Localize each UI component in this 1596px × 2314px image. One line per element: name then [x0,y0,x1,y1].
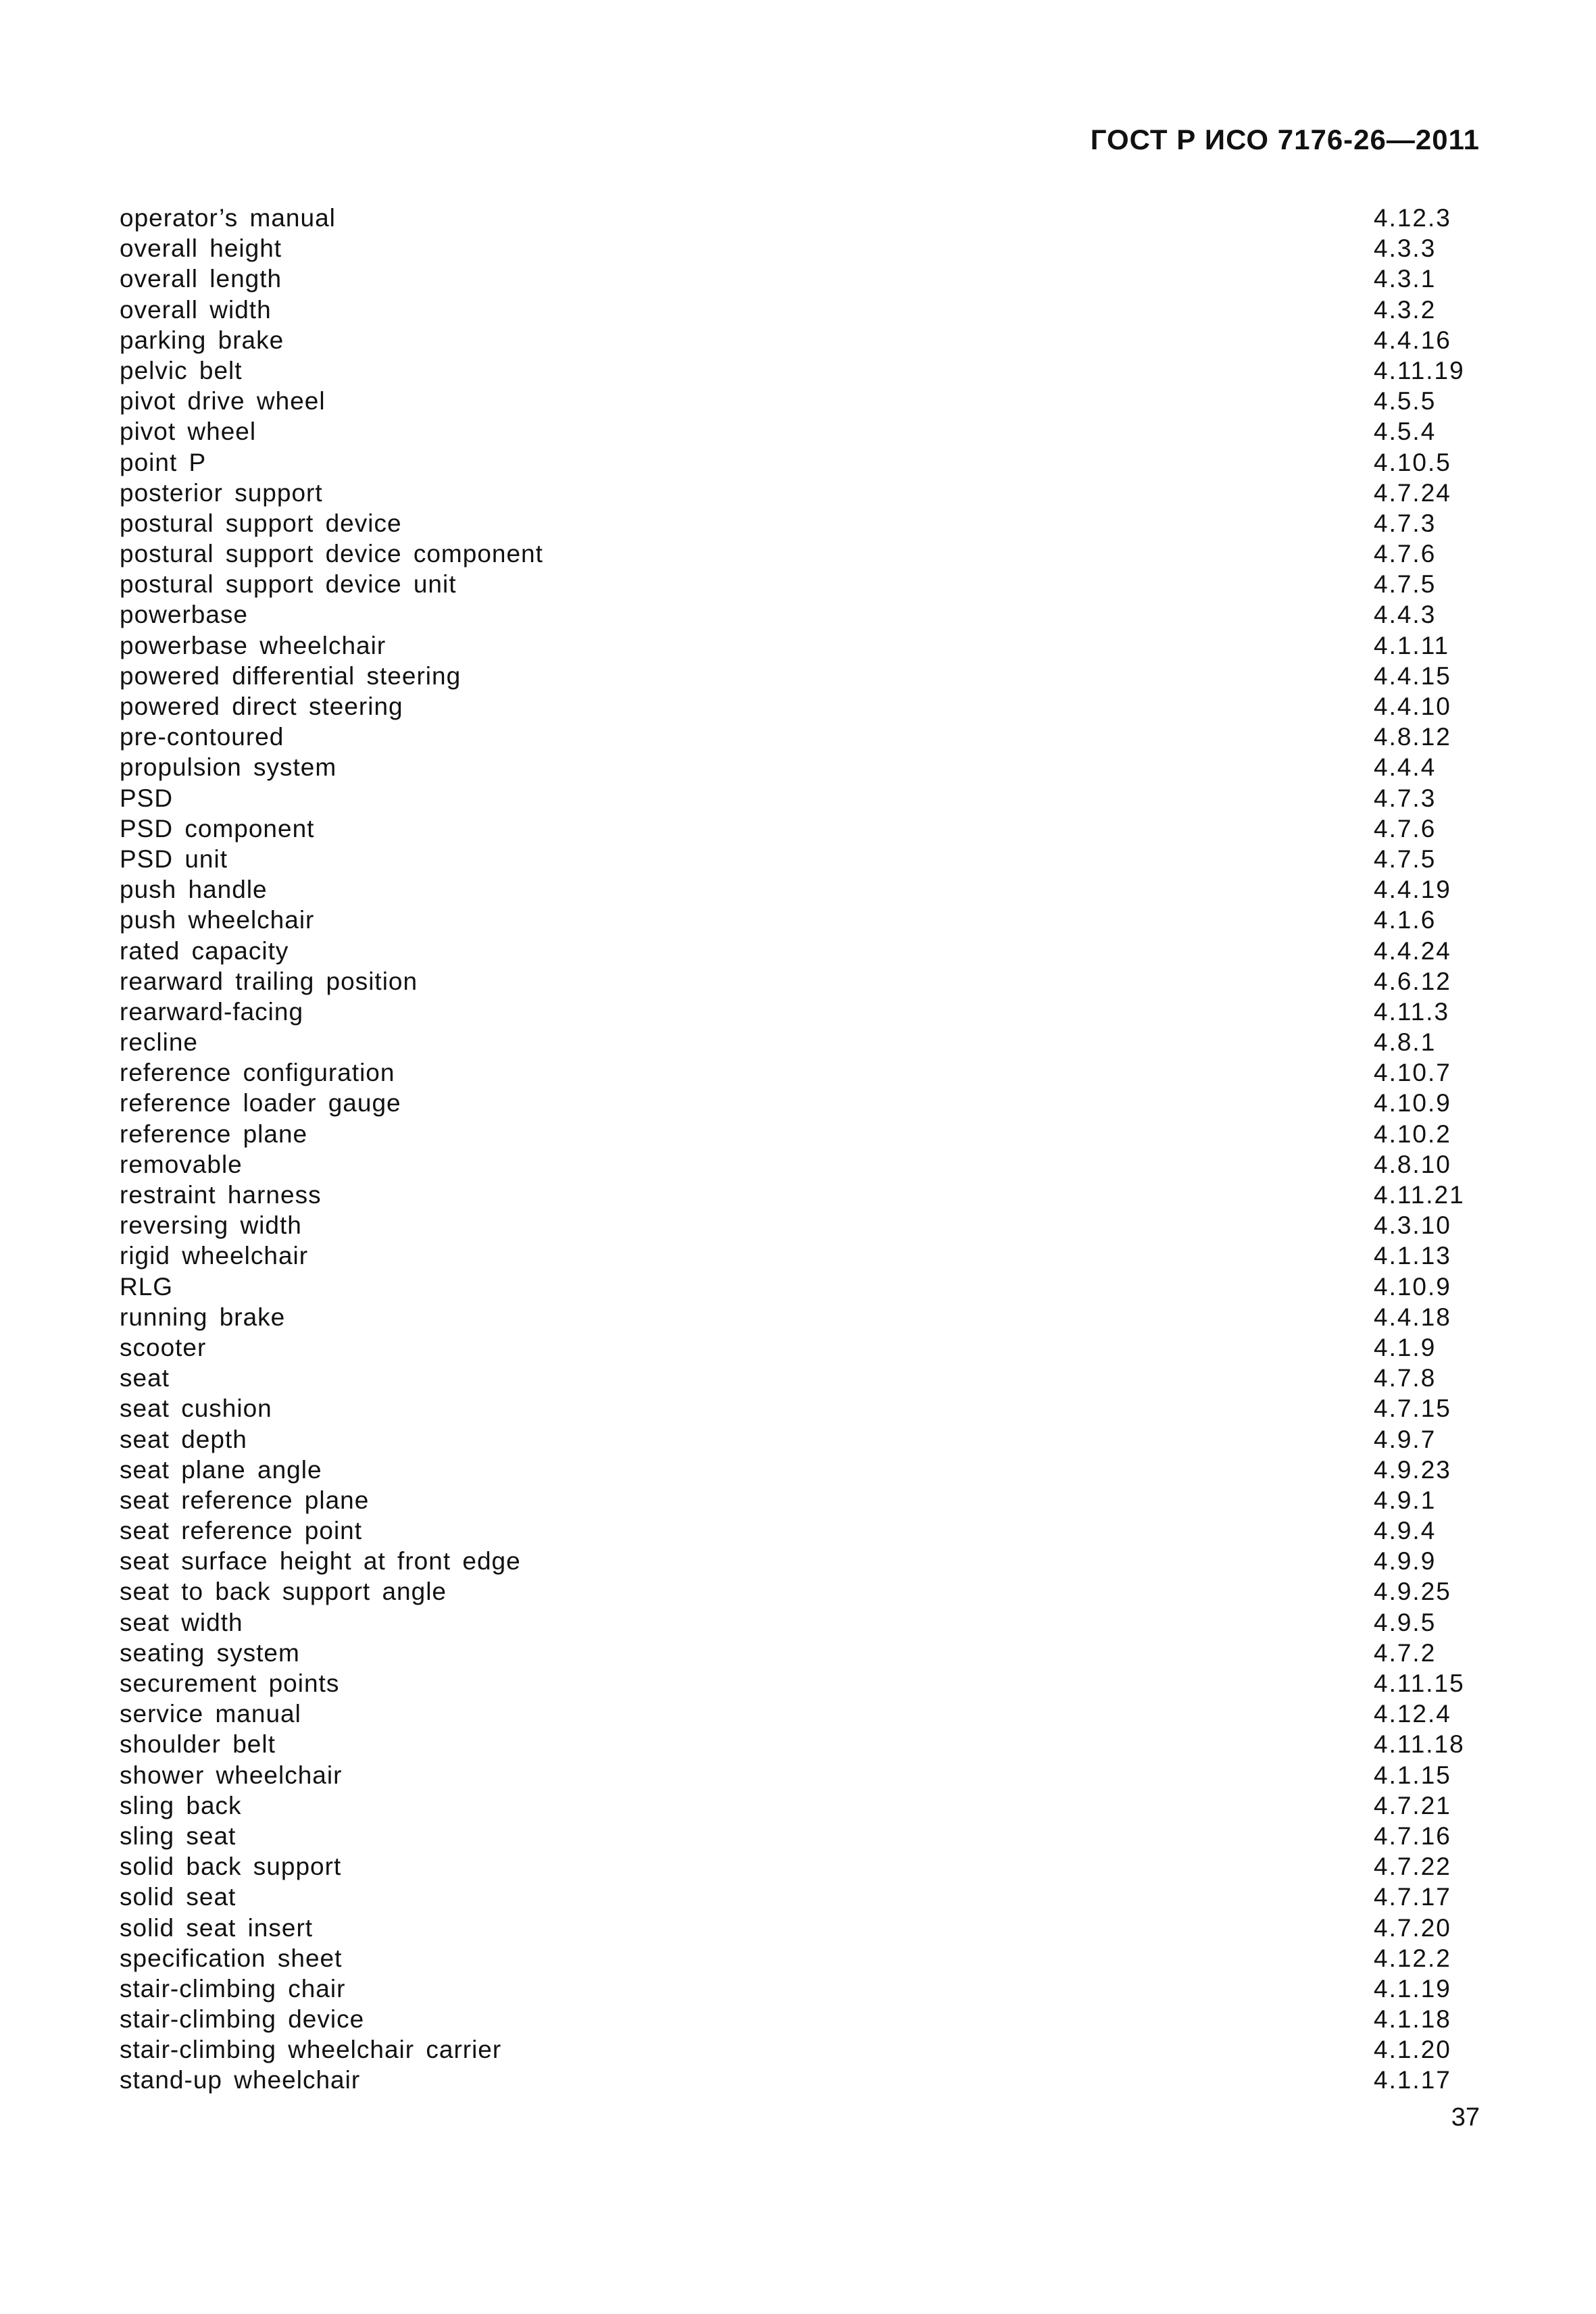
index-entry [120,478,1471,508]
index-term: rearward-facing [120,997,304,1026]
index-term: shoulder belt [120,1730,276,1759]
index-entry [120,1240,1471,1271]
page-number: 37 [1451,2103,1480,2132]
index-section-ref: 4.4.24 [1374,936,1451,965]
index-term: recline [120,1028,198,1057]
index-entry [120,1149,1471,1180]
index-term: stair-climbing device [120,2005,365,2034]
index-section-ref: 4.8.1 [1374,1028,1437,1057]
index-entry [120,1699,1471,1729]
index-term: running brake [120,1303,286,1331]
index-term: overall width [120,295,272,324]
index-term: seat depth [120,1425,247,1453]
index-entry [120,997,1471,1027]
index-term: PSD component [120,814,315,842]
index-term: postural support device unit [120,570,457,599]
index-entry [120,1729,1471,1759]
index-section-ref: 4.7.21 [1374,1791,1451,1819]
index-section-ref: 4.10.9 [1374,1089,1451,1117]
index-term: seat reference point [120,1517,363,1545]
index-section-ref: 4.1.19 [1374,1974,1451,2003]
index-entry [120,1760,1471,1790]
index-entry [120,1210,1471,1240]
index-term: pivot wheel [120,418,257,446]
index-term: rearward trailing position [120,967,418,995]
index-section-ref: 4.3.10 [1374,1211,1451,1240]
index-section-ref: 4.4.3 [1374,601,1437,629]
index-term: postural support device [120,509,402,537]
index-entry [120,1882,1471,1912]
index-entry [120,1393,1471,1424]
index-entry [120,905,1471,935]
index-section-ref: 4.1.18 [1374,2005,1451,2034]
index-section-ref: 4.4.18 [1374,1303,1451,1331]
index-term: service manual [120,1700,301,1728]
index-entry [120,722,1471,752]
index-entry [120,966,1471,997]
index-entry [120,1913,1471,1943]
index-entry [120,416,1471,447]
index-entry [120,1272,1471,1302]
index-term: scooter [120,1333,207,1361]
index-section-ref: 4.10.9 [1374,1272,1451,1301]
index-section-ref: 4.12.3 [1374,204,1451,232]
index-section-ref: 4.1.9 [1374,1333,1437,1361]
index-term: seat cushion [120,1394,272,1423]
index-entry [120,1943,1471,1973]
index-term: seat reference plane [120,1486,370,1514]
index-term: specification sheet [120,1944,343,1972]
index-entry [120,1088,1471,1118]
index-term: pelvic belt [120,356,243,384]
index-entry [120,538,1471,569]
index-term: point P [120,448,207,476]
index-section-ref: 4.11.19 [1374,356,1465,384]
index-term: overall height [120,234,282,263]
index-entry [120,447,1471,478]
index-term: sling back [120,1791,242,1819]
index-term: operator’s manual [120,204,336,232]
index-term: posterior support [120,478,323,507]
index-entry [120,1668,1471,1699]
index-term: RLG [120,1272,174,1301]
index-section-ref: 4.7.16 [1374,1821,1451,1850]
index-entry [120,1576,1471,1607]
index-entry [120,325,1471,355]
index-section-ref: 4.7.22 [1374,1853,1451,1881]
index-section-ref: 4.9.25 [1374,1578,1451,1606]
index-section-ref: 4.7.3 [1374,784,1437,812]
index-entry [120,661,1471,691]
index-section-ref: 4.4.15 [1374,661,1451,690]
index-section-ref: 4.6.12 [1374,967,1451,995]
index-term: pre-contoured [120,723,284,751]
index-entry [120,752,1471,782]
index-term: stand-up wheelchair [120,2066,361,2094]
index-entry [120,783,1471,813]
index-section-ref: 4.9.23 [1374,1455,1451,1484]
index-section-ref: 4.1.11 [1374,631,1450,659]
index-term: PSD unit [120,845,228,873]
index-term: powered differential steering [120,661,462,690]
index-entry [120,936,1471,966]
index-term: pivot drive wheel [120,387,326,416]
index-section-ref: 4.9.7 [1374,1425,1437,1453]
index-section-ref: 4.7.2 [1374,1638,1437,1667]
index-entry [120,1790,1471,1821]
index-entry [120,1485,1471,1515]
index-section-ref: 4.7.6 [1374,540,1437,568]
index-entry [120,203,1471,233]
index-section-ref: 4.3.3 [1374,234,1437,263]
index-term: seat width [120,1608,243,1636]
index-section-ref: 4.1.13 [1374,1242,1451,1270]
index-section-ref: 4.7.3 [1374,509,1437,537]
index-entry [120,263,1471,294]
index-entry [120,813,1471,844]
index-entry [120,1455,1471,1485]
index-section-ref: 4.7.24 [1374,478,1451,507]
index-entry [120,1638,1471,1668]
index-entry [120,691,1471,722]
index-entry [120,1363,1471,1393]
index-section-ref: 4.1.17 [1374,2066,1451,2094]
index-term: seat to back support angle [120,1578,447,1606]
index-entry [120,1057,1471,1088]
index-section-ref: 4.3.2 [1374,295,1437,324]
index-entry [120,233,1471,263]
index-entry [120,295,1471,325]
index-section-ref: 4.9.9 [1374,1547,1437,1576]
index-entry [120,844,1471,874]
index-term: removable [120,1150,243,1178]
index-entry [120,1119,1471,1149]
alphabetical-index [120,203,1471,2096]
index-entry [120,1973,1471,2004]
index-term: rigid wheelchair [120,1242,309,1270]
index-term: propulsion system [120,753,337,782]
index-section-ref: 4.4.10 [1374,693,1451,720]
index-term: stair-climbing wheelchair carrier [120,2036,502,2064]
index-section-ref: 4.1.6 [1374,906,1437,934]
index-entry [120,2065,1471,2095]
index-section-ref: 4.11.15 [1374,1669,1465,1697]
index-term: securement points [120,1669,340,1697]
index-term: shower wheelchair [120,1761,343,1789]
index-term: seat plane angle [120,1455,322,1484]
index-entry [120,874,1471,905]
index-section-ref: 4.10.2 [1374,1120,1451,1148]
index-entry [120,2004,1471,2034]
index-section-ref: 4.7.17 [1374,1883,1451,1911]
index-section-ref: 4.11.3 [1374,997,1450,1026]
index-entry [120,1607,1471,1638]
index-term: solid seat insert [120,1913,314,1942]
index-section-ref: 4.7.6 [1374,814,1437,842]
index-term: seat surface height at front edge [120,1547,521,1576]
index-section-ref: 4.1.20 [1374,2036,1451,2064]
index-entry [120,1180,1471,1210]
page-header: ГОСТ Р ИСО 7176-26—2011 [1090,124,1480,155]
index-term: restraint harness [120,1181,322,1209]
index-term: stair-climbing chair [120,1974,346,2003]
index-section-ref: 4.11.18 [1374,1730,1465,1759]
index-section-ref: 4.1.15 [1374,1761,1451,1789]
index-term: push wheelchair [120,906,315,934]
index-section-ref: 4.11.21 [1374,1181,1465,1209]
index-entry [120,1821,1471,1851]
index-section-ref: 4.4.16 [1374,326,1451,354]
index-section-ref: 4.12.2 [1374,1944,1451,1972]
index-entry [120,569,1471,599]
index-section-ref: 4.12.4 [1374,1700,1451,1728]
index-term: powerbase wheelchair [120,631,386,659]
index-term: PSD [120,784,174,812]
index-term: seat [120,1364,170,1392]
index-section-ref: 4.7.5 [1374,570,1437,599]
index-term: solid seat [120,1883,236,1911]
index-term: reference plane [120,1120,308,1148]
index-term: rated capacity [120,936,289,965]
index-section-ref: 4.8.12 [1374,723,1451,751]
index-term: powerbase [120,601,249,629]
index-section-ref: 4.4.4 [1374,753,1437,782]
index-term: sling seat [120,1821,236,1850]
index-entry [120,355,1471,386]
index-section-ref: 4.9.4 [1374,1517,1437,1545]
index-section-ref: 4.9.1 [1374,1486,1437,1514]
index-entry [120,1332,1471,1363]
index-section-ref: 4.3.1 [1374,265,1437,293]
index-entry [120,1851,1471,1882]
index-term: overall length [120,265,282,293]
index-term: push handle [120,876,268,904]
index-section-ref: 4.10.7 [1374,1059,1451,1087]
index-entry [120,1546,1471,1576]
index-entry [120,1027,1471,1057]
index-section-ref: 4.4.19 [1374,876,1451,904]
index-entry [120,1424,1471,1455]
index-section-ref: 4.7.5 [1374,845,1437,873]
index-term: reversing width [120,1211,302,1240]
index-section-ref: 4.8.10 [1374,1150,1451,1178]
index-entry [120,1515,1471,1546]
index-entry [120,386,1471,416]
index-term: parking brake [120,326,284,354]
index-term: seating system [120,1638,300,1667]
index-term: solid back support [120,1853,342,1881]
index-section-ref: 4.5.5 [1374,387,1437,416]
index-section-ref: 4.5.4 [1374,418,1437,446]
index-entry [120,599,1471,630]
index-entry [120,2034,1471,2065]
index-term: reference configuration [120,1059,395,1087]
index-entry [120,1302,1471,1332]
index-term: postural support device component [120,540,543,568]
index-entry [120,630,1471,661]
index-entry [120,508,1471,538]
index-section-ref: 4.7.15 [1374,1394,1451,1423]
index-section-ref: 4.9.5 [1374,1608,1437,1636]
index-section-ref: 4.7.20 [1374,1913,1451,1942]
index-term: powered direct steering [120,693,403,720]
index-section-ref: 4.7.8 [1374,1364,1437,1392]
index-term: reference loader gauge [120,1089,401,1117]
index-section-ref: 4.10.5 [1374,448,1451,476]
